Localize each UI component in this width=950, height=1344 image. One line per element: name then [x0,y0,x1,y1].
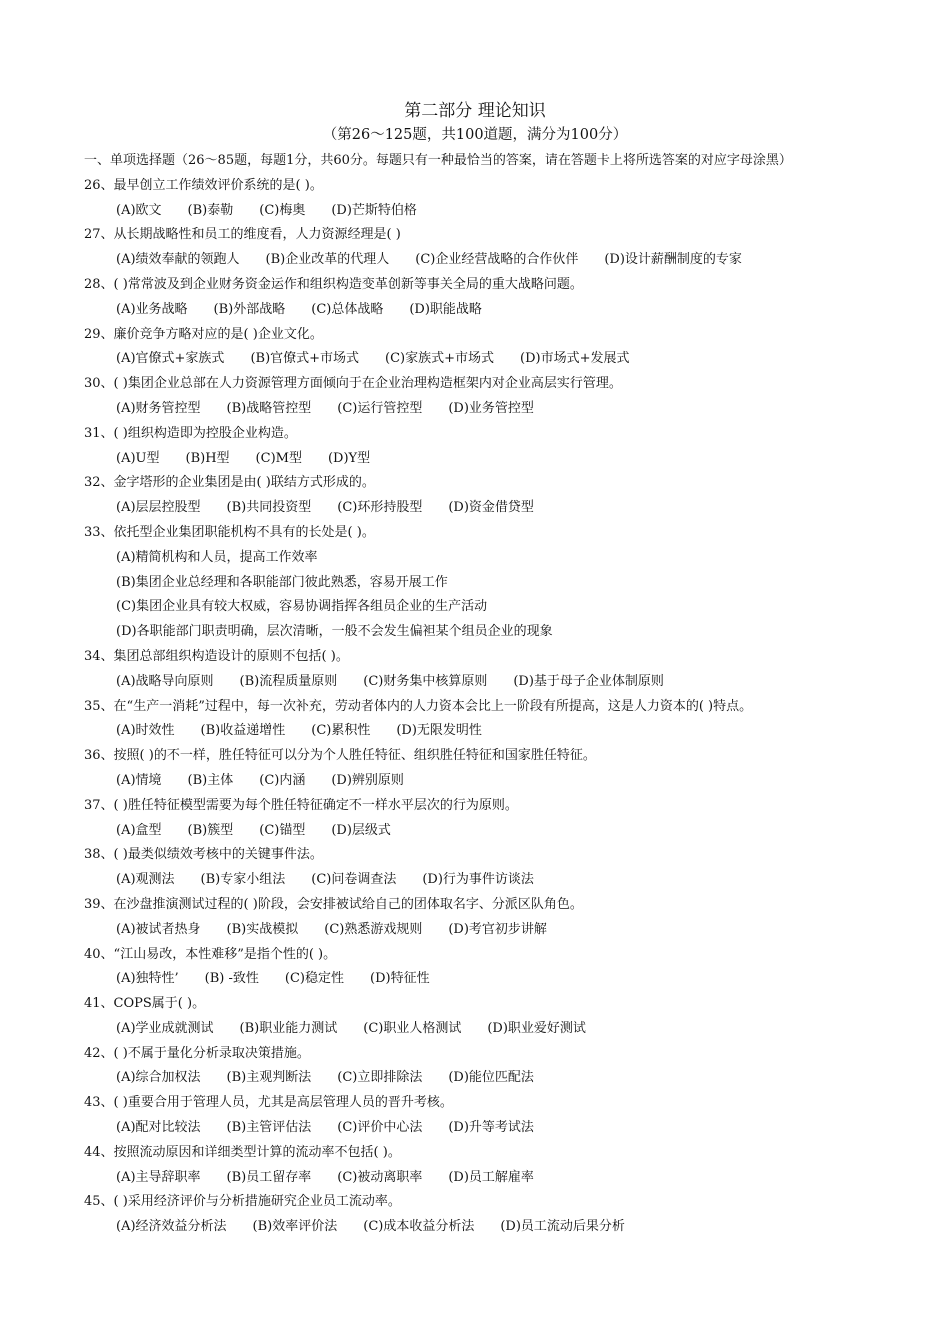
answer-option: (B)效率评价法 [252,1219,338,1235]
option-row [0,1017,950,1042]
answer-option: (D)无限发明性 [396,723,482,739]
question-stem: 39、在沙盘推演测试过程的( )阶段，会安排被试给自己的团体取名字、分派区队角色。 [84,896,583,912]
option-row [0,595,950,620]
answer-option: (B)簇型 [187,822,234,838]
answer-option: (C)问卷调查法 [311,872,397,888]
question-stem: 40、“江山易改，本性难移”是指个性的( )。 [84,946,337,962]
answer-option: (B)专家小组法 [200,872,286,888]
option-row [0,1066,950,1091]
page-title: 第二部分 理论知识 [404,101,546,121]
answer-option: (C)企业经营战略的合作伙伴 [415,252,579,268]
answer-option: (C)家族式+市场式 [385,351,495,367]
answer-option: (C)总体战略 [311,301,384,317]
answer-option: (C)M型 [255,450,302,466]
question-stem: 34、集团总部组织构造设计的原则不包括( )。 [84,648,349,664]
answer-option: (D)Y型 [327,450,371,466]
option-row [0,347,950,372]
answer-option: (D)基于母子企业体制原则 [513,673,664,689]
answer-option: (C)累积性 [311,723,371,739]
answer-option: (A)学业成就测试 [116,1020,214,1036]
answer-option: (A)经济效益分析法 [116,1219,227,1235]
option-row [0,397,950,422]
question-list [0,149,950,1240]
question-stem: 31、( )组织构造即为控股企业构造。 [84,425,297,441]
answer-option: (D)员工流动后果分析 [500,1219,625,1235]
answer-option: (A)配对比较法 [116,1120,201,1136]
answer-option: (C)熟悉游戏规则 [324,921,423,937]
question-stem: 45、( )采用经济评价与分析措施研究企业员工流动率。 [84,1194,401,1210]
question-stem: 26、最早创立工作绩效评价系统的是( )。 [84,177,323,193]
option-row [0,967,950,992]
answer-option: (D)资金借贷型 [448,500,534,516]
option-row [0,1215,950,1240]
option-row [0,546,950,571]
answer-option: (A)综合加权法 [116,1070,201,1086]
option-row [0,819,950,844]
answer-option: (C)财务集中核算原则 [363,673,488,689]
answer-option: (B)集团企业总经理和各职能部门彼此熟悉，容易开展工作 [116,574,448,590]
answer-option: (B)共同投资型 [226,500,312,516]
answer-option: (B)战略管控型 [226,400,312,416]
answer-option: (B)企业改革的代理人 [265,252,390,268]
answer-option: (D)考官初步讲解 [448,921,547,937]
answer-option: (A)U型 [116,450,160,466]
answer-option: (D)特征性 [370,971,430,987]
answer-option: (A)欧文 [116,202,162,218]
option-row [0,199,950,224]
page-subtitle: （第26～125题，共100道题，满分为100分） [322,127,628,143]
option-row [0,670,950,695]
option-row [0,1166,950,1191]
option-row [0,496,950,521]
question-stem: 28、( )常常波及到企业财务资金运作和组织构造变革创新等事关全局的重大战略问题。 [84,276,583,292]
answer-option: (A)主导辞职率 [116,1169,201,1185]
answer-option: (A)情境 [116,772,162,788]
answer-option: (C)评价中心法 [337,1120,423,1136]
answer-option: (A)财务管控型 [116,400,201,416]
option-row [0,918,950,943]
answer-option: (C)环形持股型 [337,500,423,516]
answer-option: (B) -致性 [204,971,259,987]
answer-option: (B)实战模拟 [226,921,299,937]
option-row [0,868,950,893]
answer-option: (A)独特性’ [116,971,179,987]
answer-option: (A)观测法 [116,872,175,888]
answer-option: (C)锚型 [259,822,306,838]
answer-option: (D)设计薪酬制度的专家 [604,252,742,268]
answer-option: (A)层层控股型 [116,500,201,516]
answer-option: (B)主管评估法 [226,1120,312,1136]
answer-option: (D)各职能部门职责明确，层次清晰，一般不会发生偏袒某个组员企业的现象 [116,624,553,640]
answer-option: (A)业务战略 [116,301,188,317]
question-stem: 35、在“生产一消耗”过程中，每一次补充，劳动者体内的人力资本会比上一阶段有所提高，这是人力资本的( )特点。 [84,698,753,714]
option-row [0,620,950,645]
answer-option: (C)梅奥 [259,202,306,218]
option-row [0,447,950,472]
answer-option: (A)战略导向原则 [116,673,214,689]
answer-option: (A)官僚式+家族式 [116,351,225,367]
answer-option: (B)泰勒 [187,202,234,218]
option-row [0,298,950,323]
answer-option: (C)被动离职率 [337,1169,423,1185]
question-stem: 43、( )重要合用于管理人员，尤其是高层管理人员的晋升考核。 [84,1095,453,1111]
answer-option: (B)收益递增性 [200,723,286,739]
question-stem: 27、从长期战略性和员工的维度看，人力资源经理是( ) [84,227,401,243]
answer-option: (D)升等考试法 [448,1120,534,1136]
answer-option: (D)职业爱好测试 [487,1020,586,1036]
answer-option: (C)集团企业具有较大权威，容易协调指挥各组员企业的生产活动 [116,599,488,615]
answer-option: (B)主体 [187,772,234,788]
option-row [0,248,950,273]
answer-option: (C)职业人格测试 [363,1020,462,1036]
question-stem: 32、金字塔形的企业集团是由( )联结方式形成的。 [84,475,375,491]
answer-option: (C)运行管控型 [337,400,423,416]
answer-option: (C)稳定性 [284,971,344,987]
section-heading: 一、单项选择题（26～85题，每题1分，共60分。每题只有一种最恰当的答案，请在答题卡上将所选答案的对应字母涂黑） [84,153,792,168]
question-stem: 38、( )最类似绩效考核中的关键事件法。 [84,847,323,863]
answer-option: (D)芒斯特伯格 [331,202,417,218]
question-stem: 29、廉价竞争方略对应的是( )企业文化。 [84,326,323,342]
answer-option: (D)辨别原则 [331,772,404,788]
answer-option: (C)立即排除法 [337,1070,423,1086]
answer-option: (D)业务管控型 [448,400,534,416]
answer-option: (A)时效性 [116,723,175,739]
option-row [0,571,950,596]
answer-option: (D)职能战略 [409,301,482,317]
answer-option: (D)能位匹配法 [448,1070,534,1086]
answer-option: (D)层级式 [331,822,391,838]
answer-option: (B)官僚式+市场式 [250,351,360,367]
question-stem: 36、按照( )的不一样，胜任特征可以分为个人胜任特征、组织胜任特征和国家胜任特征。 [84,748,596,764]
answer-option: (B)流程质量原则 [239,673,338,689]
answer-option: (D)市场式+发展式 [520,351,630,367]
answer-option: (A)绩效奉献的领跑人 [116,252,240,268]
answer-option: (B)外部战略 [213,301,286,317]
answer-option: (B)职业能力测试 [239,1020,338,1036]
option-row [0,719,950,744]
answer-option: (B)员工留存率 [226,1169,312,1185]
answer-option: (B)主观判断法 [226,1070,312,1086]
answer-option: (B)H型 [185,450,230,466]
answer-option: (A)精简机构和人员，提高工作效率 [116,549,318,565]
option-row [0,769,950,794]
answer-option: (C)成本收益分析法 [363,1219,475,1235]
answer-option: (D)行为事件访谈法 [422,872,534,888]
question-stem: 42、( )不属于量化分析录取决策措施。 [84,1045,310,1061]
question-stem: 33、依托型企业集团职能机构不具有的长处是( )。 [84,524,375,540]
answer-option: (D)员工解雇率 [448,1169,534,1185]
question-stem: 30、( )集团企业总部在人力资源管理方面倾向于在企业治理构造框架内对企业高层实行管理。 [84,376,622,392]
answer-option: (A)被试者热身 [116,921,201,937]
option-row [0,1116,950,1141]
answer-option: (C)内涵 [259,772,306,788]
question-stem: 44、按照流动原因和详细类型计算的流动率不包括( )。 [84,1144,401,1160]
question-stem: 41、COPS属于( )。 [84,996,206,1012]
answer-option: (A)盒型 [116,822,162,838]
question-stem: 37、( )胜任特征模型需要为每个胜任特征确定不一样水平层次的行为原则。 [84,797,518,813]
